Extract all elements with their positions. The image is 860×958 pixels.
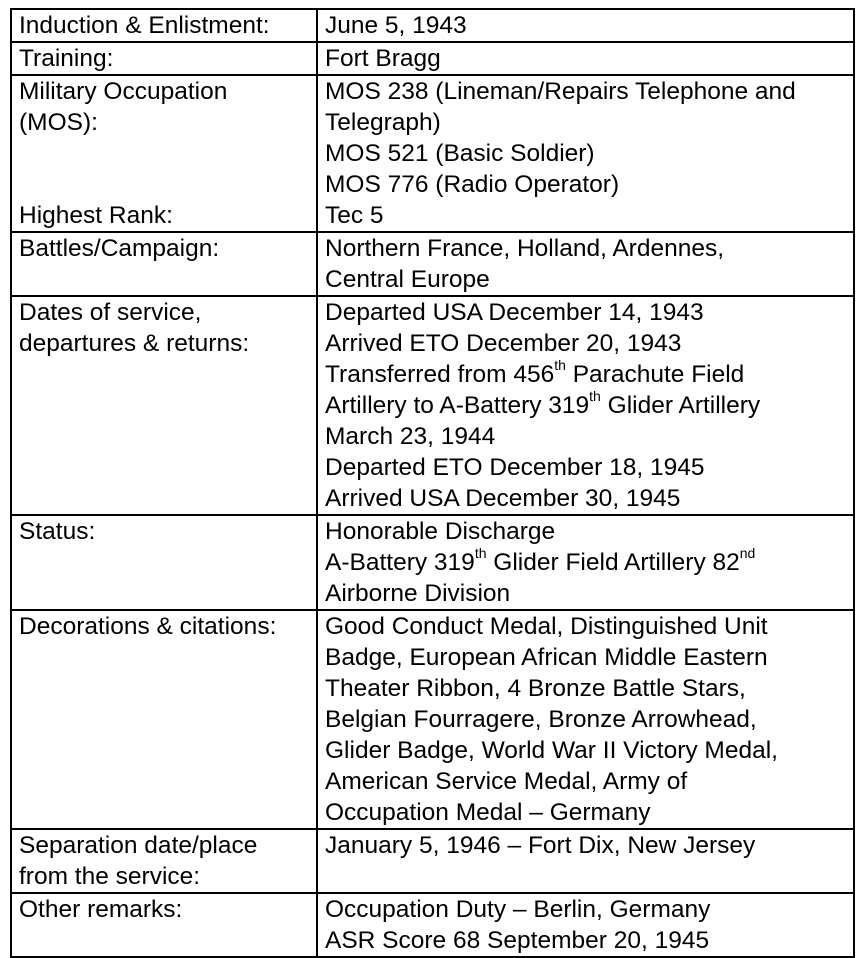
value-line bbox=[325, 356, 853, 390]
record-value-cell bbox=[317, 610, 854, 829]
value-text: Northern France, Holland, Ardennes, bbox=[325, 235, 725, 262]
value-text: Central Europe bbox=[325, 266, 490, 293]
record-label-cell bbox=[11, 296, 317, 515]
record-row bbox=[11, 9, 854, 42]
value-text: MOS 776 (Radio Operator) bbox=[325, 171, 620, 198]
ordinal-suffix: th bbox=[554, 356, 566, 373]
record-label-cell bbox=[11, 610, 317, 829]
label-line: Status: bbox=[19, 518, 96, 545]
record-label-cell bbox=[11, 232, 317, 296]
ordinal-suffix: nd bbox=[739, 544, 756, 561]
value-line bbox=[325, 76, 853, 107]
label-line: (MOS): bbox=[19, 109, 98, 136]
record-label-cell bbox=[11, 515, 317, 610]
record-label-cell bbox=[11, 9, 317, 42]
label-line: departures & returns: bbox=[19, 330, 250, 357]
value-line bbox=[325, 200, 853, 231]
label-line: from the service: bbox=[19, 863, 201, 890]
value-text: Honorable Discharge bbox=[325, 518, 556, 545]
record-value-cell bbox=[317, 232, 854, 296]
value-text: Glider Badge, World War II Victory Medal, bbox=[325, 737, 778, 764]
value-line bbox=[325, 233, 853, 264]
value-text: Fort Bragg bbox=[325, 45, 441, 72]
value-line bbox=[325, 516, 853, 547]
value-line bbox=[325, 704, 853, 735]
value-text: Occupation Duty – Berlin, Germany bbox=[325, 896, 711, 923]
record-row bbox=[11, 610, 854, 829]
value-line bbox=[325, 10, 853, 41]
value-line bbox=[325, 297, 853, 328]
record-label-cell bbox=[11, 829, 317, 893]
value-text: Parachute Field bbox=[565, 361, 745, 388]
value-line bbox=[325, 894, 853, 925]
value-text: MOS 238 (Lineman/Repairs Telephone and bbox=[325, 78, 796, 105]
label-line: Training: bbox=[19, 45, 114, 72]
label-line: Separation date/place bbox=[19, 832, 258, 859]
value-line bbox=[325, 735, 853, 766]
value-text: A-Battery 319 bbox=[325, 549, 475, 576]
label-line: Dates of service, bbox=[19, 299, 202, 326]
value-line bbox=[325, 925, 853, 956]
record-row bbox=[11, 515, 854, 610]
value-text: Departed ETO December 18, 1945 bbox=[325, 454, 705, 481]
label-line: Decorations & citations: bbox=[19, 613, 277, 640]
value-text: Artillery to A-Battery 319 bbox=[325, 392, 590, 419]
value-line bbox=[325, 328, 853, 359]
value-line bbox=[325, 578, 853, 609]
value-line bbox=[325, 673, 853, 704]
record-row bbox=[11, 232, 854, 296]
value-text: ASR Score 68 September 20, 1945 bbox=[325, 927, 710, 954]
value-line bbox=[325, 43, 853, 74]
ordinal-suffix: th bbox=[589, 387, 601, 404]
value-line bbox=[325, 138, 853, 169]
label-line: Military Occupation bbox=[19, 78, 228, 105]
record-value-cell bbox=[317, 296, 854, 515]
record-value-cell bbox=[317, 75, 854, 232]
value-text: Departed USA December 14, 1943 bbox=[325, 299, 704, 326]
value-text: Occupation Medal – Germany bbox=[325, 799, 651, 826]
record-value-cell bbox=[317, 829, 854, 893]
service-record-table bbox=[10, 8, 855, 958]
value-line bbox=[325, 483, 853, 514]
value-line bbox=[325, 797, 853, 828]
label-line: Battles/Campaign: bbox=[19, 235, 220, 262]
value-line bbox=[325, 387, 853, 421]
value-text: American Service Medal, Army of bbox=[325, 768, 688, 795]
record-value-cell bbox=[317, 515, 854, 610]
value-text: Telegraph) bbox=[325, 109, 441, 136]
value-text: Badge, European African Middle Eastern bbox=[325, 644, 768, 671]
label-line bbox=[19, 138, 316, 169]
value-line bbox=[325, 169, 853, 200]
label-line: Other remarks: bbox=[19, 896, 183, 923]
value-text: January 5, 1946 – Fort Dix, New Jersey bbox=[325, 832, 756, 859]
label-line bbox=[19, 169, 316, 200]
value-line bbox=[325, 107, 853, 138]
value-line bbox=[325, 611, 853, 642]
record-row bbox=[11, 75, 854, 232]
value-text: Belgian Fourragere, Bronze Arrowhead, bbox=[325, 706, 757, 733]
value-line bbox=[325, 766, 853, 797]
value-text: March 23, 1944 bbox=[325, 423, 496, 450]
record-row bbox=[11, 893, 854, 957]
value-line bbox=[325, 264, 853, 295]
value-line bbox=[325, 830, 853, 861]
value-line bbox=[325, 544, 853, 578]
record-label-cell bbox=[11, 75, 317, 232]
record-row bbox=[11, 42, 854, 75]
label-line: Induction & Enlistment: bbox=[19, 12, 270, 39]
value-text: Arrived ETO December 20, 1943 bbox=[325, 330, 682, 357]
ordinal-suffix: th bbox=[474, 544, 487, 561]
record-row bbox=[11, 829, 854, 893]
value-text: Arrived USA December 30, 1945 bbox=[325, 485, 681, 512]
record-label-cell bbox=[11, 42, 317, 75]
service-record-body bbox=[11, 9, 854, 957]
value-line bbox=[325, 452, 853, 483]
value-text: Good Conduct Medal, Distinguished Unit bbox=[325, 613, 768, 640]
record-value-cell bbox=[317, 9, 854, 42]
value-line bbox=[325, 642, 853, 673]
value-text: Airborne Division bbox=[325, 580, 511, 607]
value-text: Glider Artillery bbox=[600, 392, 761, 419]
value-text: Tec 5 bbox=[325, 202, 384, 229]
value-text: MOS 521 (Basic Soldier) bbox=[325, 140, 595, 167]
record-label-cell bbox=[11, 893, 317, 957]
value-text: June 5, 1943 bbox=[325, 12, 467, 39]
record-value-cell bbox=[317, 893, 854, 957]
record-value-cell bbox=[317, 42, 854, 75]
record-row bbox=[11, 296, 854, 515]
value-line bbox=[325, 421, 853, 452]
label-line: Highest Rank: bbox=[19, 202, 173, 229]
value-text: Glider Field Artillery 82 bbox=[486, 549, 740, 576]
value-text: Transferred from 456 bbox=[325, 361, 555, 388]
value-text: Theater Ribbon, 4 Bronze Battle Stars, bbox=[325, 675, 746, 702]
